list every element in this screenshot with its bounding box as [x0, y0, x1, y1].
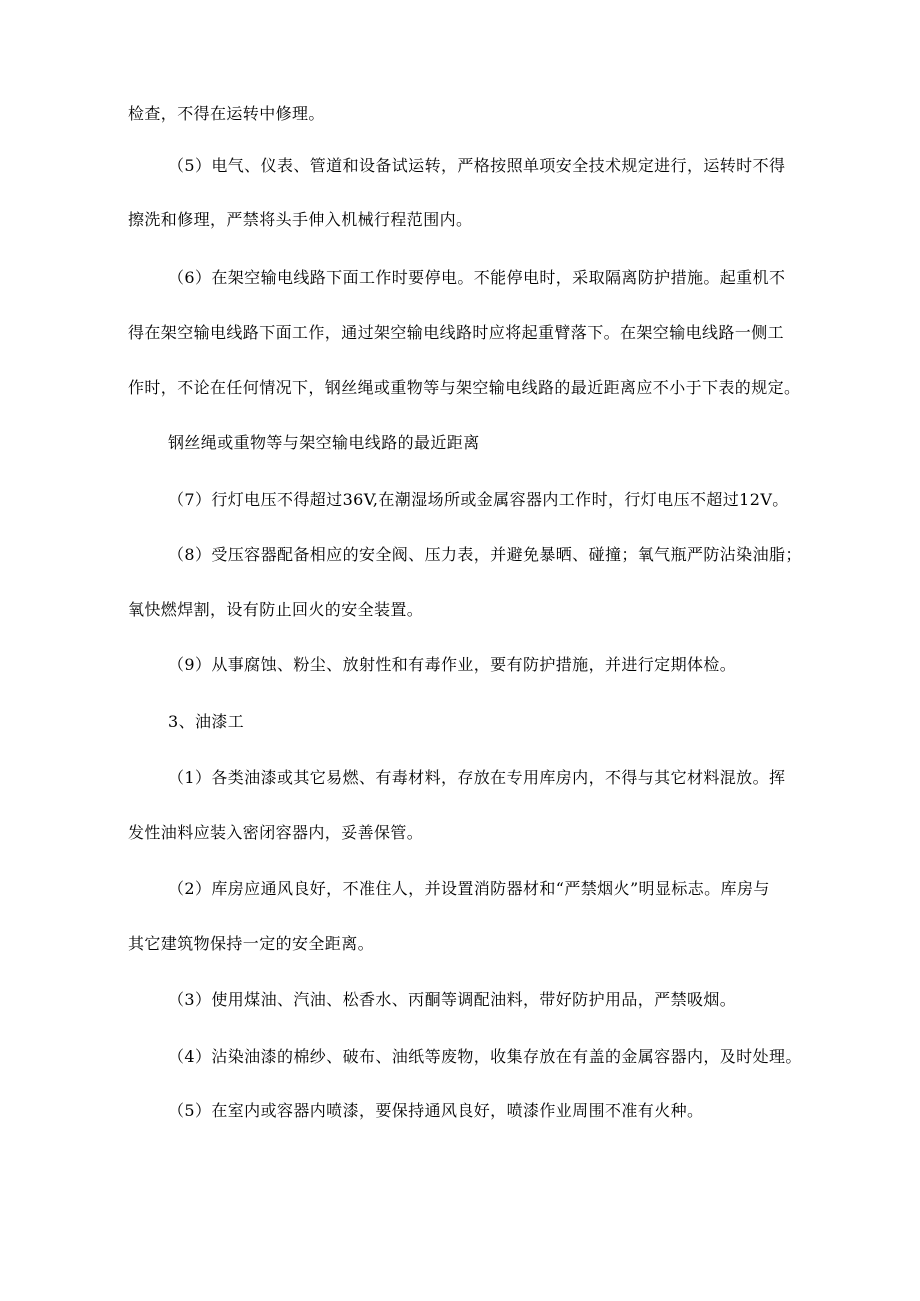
paragraph-line: （3）使用煤油、汽油、松香水、丙酮等调配油料，带好防护用品，严禁吸烟。	[168, 990, 737, 1009]
paragraph-line: （2）库房应通风良好，不准住人，并设置消防器材和“严禁烟火”明显标志。库房与	[168, 879, 770, 898]
paragraph-line: （1）各类油漆或其它易燃、有毒材料，存放在专用库房内，不得与其它材料混放。挥	[168, 768, 786, 787]
paragraph-line: 得在架空输电线路下面工作，通过架空输电线路时应将起重臂落下。在架空输电线路一侧工	[128, 323, 785, 342]
paragraph-line: （5）电气、仪表、管道和设备试运转，严格按照单项安全技术规定进行，运转时不得	[168, 156, 786, 175]
paragraph-line: （8）受压容器配备相应的安全阀、压力表，并避免暴晒、碰撞；氧气瓶严防沾染油脂；	[168, 545, 802, 564]
paragraph-line: 检查，不得在运转中修理。	[128, 104, 325, 123]
paragraph-line: 发性油料应装入密闭容器内，妥善保管。	[128, 823, 424, 842]
paragraph-line: 作时，不论在任何情况下，钢丝绳或重物等与架空输电线路的最近距离应不小于下表的规定。	[128, 378, 801, 397]
paragraph-line: （5）在室内或容器内喷漆，要保持通风良好，喷漆作业周围不准有火种。	[168, 1101, 704, 1120]
paragraph-line: （7）行灯电压不得超过36V,在潮湿场所或金属容器内工作时，行灯电压不超过12V。	[168, 490, 789, 509]
table-caption: 钢丝绳或重物等与架空输电线路的最近距离	[168, 433, 480, 452]
paragraph-line: 其它建筑物保持一定的安全距离。	[128, 934, 375, 953]
paragraph-line: 氧快燃焊割，设有防止回火的安全装置。	[128, 600, 424, 619]
paragraph-line: （4）沾染油漆的棉纱、破布、油纸等废物，收集存放在有盖的金属容器内，及时处理。	[168, 1047, 802, 1066]
paragraph-line: 擦洗和修理，严禁将头手伸入机械行程范围内。	[128, 210, 473, 229]
paragraph-line: （9）从事腐蚀、粉尘、放射性和有毒作业，要有防护措施，并进行定期体检。	[168, 655, 737, 674]
section-heading: 3、油漆工	[168, 712, 245, 731]
paragraph-line: （6）在架空输电线路下面工作时要停电。不能停电时，采取隔离防护措施。起重机不	[168, 268, 786, 287]
